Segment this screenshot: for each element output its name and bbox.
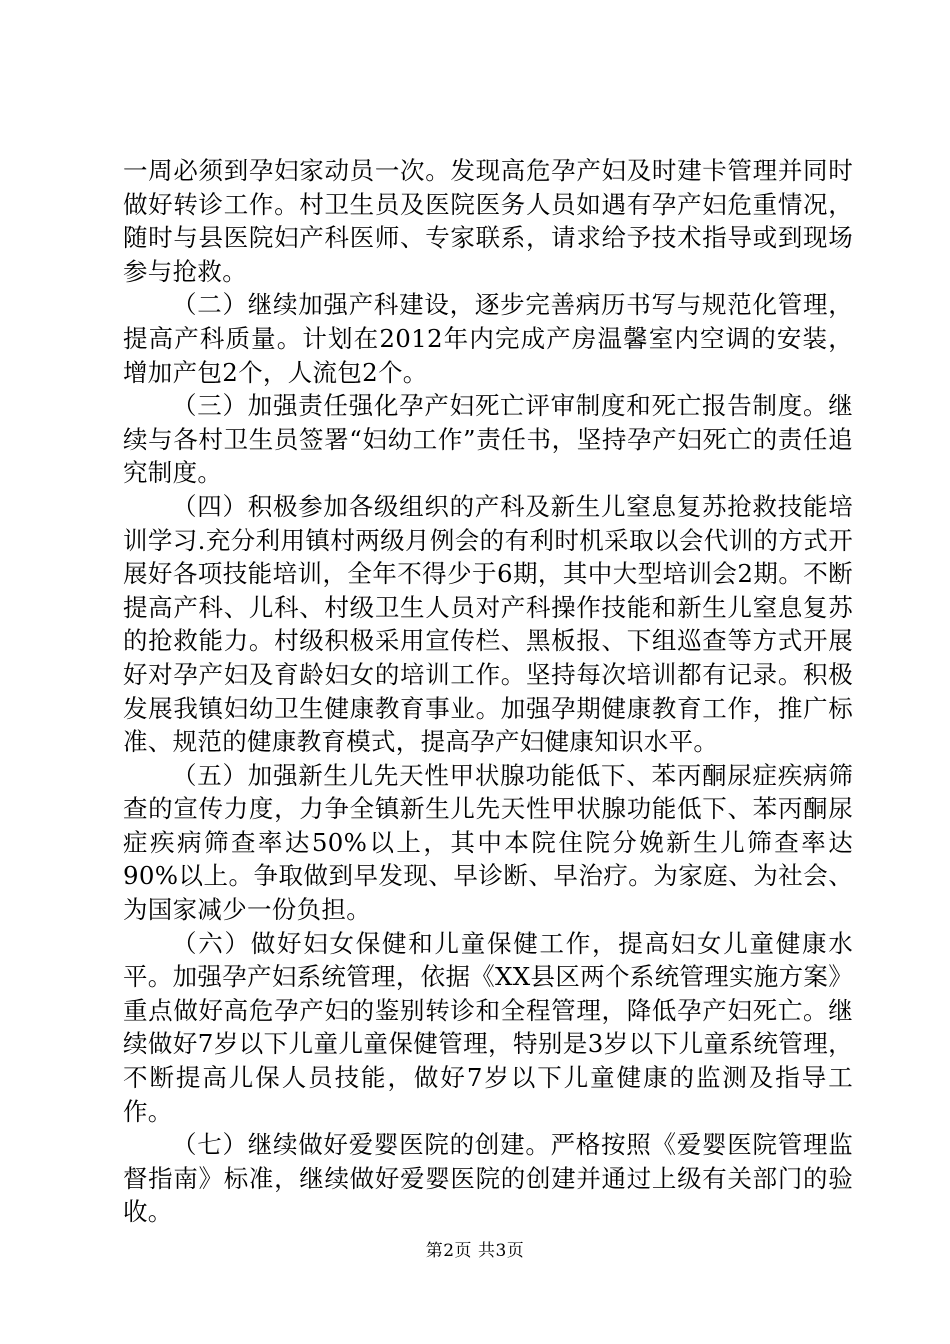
paragraph-continuation: 一周必须到孕妇家动员一次。发现高危孕产妇及时建卡管理并同时做好转诊工作。村卫生员及医院医务人员如遇有孕产妇危重情况，随时与县医院妇产科医师、专家联系，请求给予技术指导或到现场参与抢救。	[123, 156, 853, 286]
paragraph-item-4: （四）积极参加各级组织的产科及新生儿窒息复苏抢救技能培训学习.充分利用镇村两级月例会的有利时机采取以会代训的方式开展好各项技能培训，全年不得少于6期，其中大型培训会2期。不断提高产科、儿科、村级卫生人员对产科操作技能和新生儿窒息复苏的抢救能力。村级积极采用宣传栏、黑板报、下组巡查等方式开展好对孕产妇及育龄妇女的培训工作。坚持每次培训都有记录。积极发展我镇妇幼卫生健康教育事业。加强孕期健康教育工作，推广标准、规范的健康教育模式，提高孕产妇健康知识水平。	[123, 491, 853, 757]
page-footer	[0, 1240, 950, 1262]
document-body	[123, 154, 853, 1229]
paragraph-item-5: （五）加强新生儿先天性甲状腺功能低下、苯丙酮尿症疾病筛查的宣传力度，力争全镇新生儿先天性甲状腺功能低下、苯丙酮尿症疾病筛查率达50%以上，其中本院住院分娩新生儿筛查率达90%以上。争取做到早发现、早诊断、早治疗。为家庭、为社会、为国家减少一份负担。	[123, 760, 853, 925]
paragraph-item-6: （六）做好妇女保健和儿童保健工作，提高妇女儿童健康水平。加强孕产妇系统管理，依据《XX县区两个系统管理实施方案》重点做好高危孕产妇的鉴别转诊和全程管理，降低孕产妇死亡。继续做好7岁以下儿童儿童保健管理，特别是3岁以下儿童系统管理，不断提高儿保人员技能，做好7岁以下儿童健康的监测及指导工作。	[123, 928, 854, 1126]
paragraph-item-7: （七）继续做好爱婴医院的创建。严格按照《爱婴医院管理监督指南》标准，继续做好爱婴医院的创建并通过上级有关部门的验收。	[123, 1130, 853, 1227]
page-number-label: 第2页 共3页	[425, 1241, 525, 1261]
paragraph-item-2: （二）继续加强产科建设，逐步完善病历书写与规范化管理，提高产科质量。计划在2012年内完成产房温馨室内空调的安装，增加产包2个，人流包2个。	[123, 290, 853, 387]
paragraph-item-3: （三）加强责任强化孕产妇死亡评审制度和死亡报告制度。继续与各村卫生员签署“妇幼工作”责任书，坚持孕产妇死亡的责任追究制度。	[123, 391, 853, 488]
